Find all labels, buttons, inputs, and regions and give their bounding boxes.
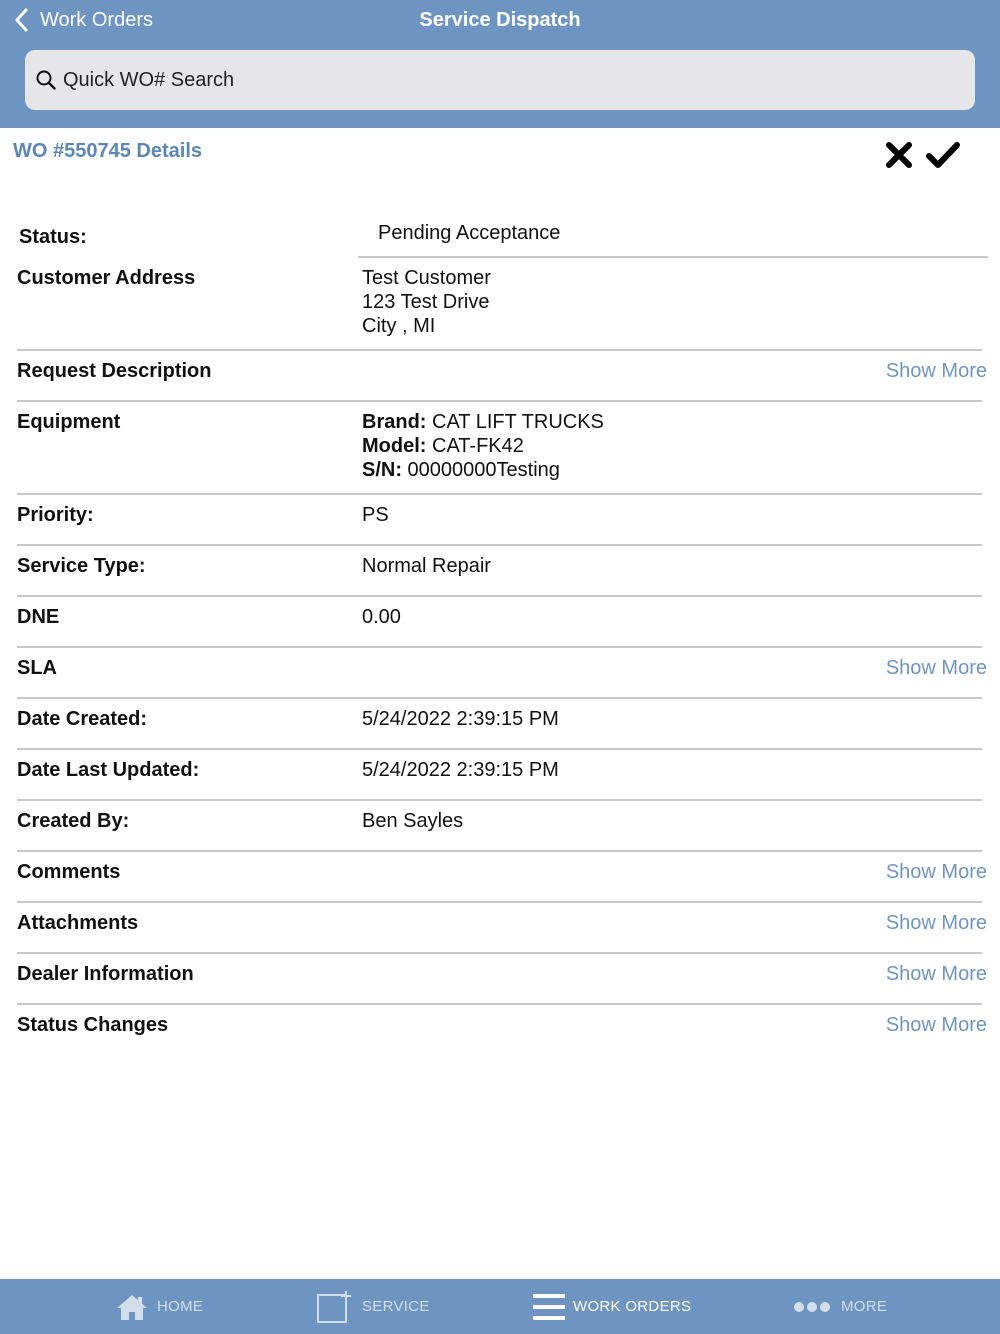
equipment-serial: S/N: 00000000Testing	[362, 459, 560, 481]
equipment-model: Model: CAT-FK42	[362, 435, 524, 457]
x-mark-icon	[885, 141, 913, 169]
dealer-information-row	[17, 954, 987, 1005]
check-mark-icon	[926, 141, 960, 169]
row-label: Priority:	[17, 504, 94, 526]
row-label: Date Last Updated:	[17, 759, 200, 781]
house-icon	[115, 1293, 149, 1321]
back-button-label: Work Orders	[40, 8, 153, 31]
three-dots-icon	[793, 1300, 833, 1314]
navigation-header	[0, 0, 1000, 128]
date-last-updated-row	[17, 750, 982, 801]
row-label: SLA	[17, 657, 57, 679]
row-label: Equipment	[17, 411, 121, 433]
created-by-value: Ben Sayles	[362, 810, 464, 832]
service-type-row	[17, 546, 982, 597]
back-button[interactable]	[14, 6, 153, 34]
row-label: Comments	[17, 861, 121, 883]
row-label: Service Type:	[17, 555, 146, 577]
page-title: Service Dispatch	[419, 9, 581, 31]
show-more-link[interactable]: Show More	[885, 1014, 987, 1036]
search-bar[interactable]	[25, 50, 975, 110]
tab-more-label: MORE	[841, 1298, 888, 1315]
row-label: Attachments	[17, 912, 139, 934]
cancel-button[interactable]	[882, 138, 916, 172]
tab-service[interactable]	[316, 1279, 430, 1334]
details-list	[17, 258, 987, 1056]
tab-home[interactable]	[115, 1279, 203, 1334]
show-more-link[interactable]: Show More	[885, 657, 987, 679]
comments-row	[17, 852, 987, 903]
dne-row	[17, 597, 982, 648]
street-address: 123 Test Drive	[362, 291, 490, 313]
new-document-icon	[316, 1290, 354, 1324]
status-changes-row	[17, 1005, 987, 1056]
row-label: DNE	[17, 606, 60, 628]
status-value: Pending Acceptance	[378, 222, 561, 244]
show-more-link[interactable]: Show More	[885, 360, 987, 382]
priority-row	[17, 495, 982, 546]
tab-work-orders-label: WORK ORDERS	[573, 1298, 692, 1315]
customer-name: Test Customer	[362, 267, 491, 289]
confirm-button[interactable]	[926, 138, 960, 172]
attachments-row	[17, 903, 987, 954]
dne-value: 0.00	[362, 606, 401, 628]
search-input[interactable]	[63, 60, 943, 100]
equipment-brand: Brand: CAT LIFT TRUCKS	[362, 411, 604, 433]
row-label: Dealer Information	[17, 963, 194, 985]
row-label: Request Description	[17, 360, 212, 382]
work-order-title: WO #550745 Details	[13, 140, 202, 162]
show-more-link[interactable]: Show More	[885, 963, 987, 985]
row-label: Status Changes	[17, 1014, 169, 1036]
row-label: Date Created:	[17, 708, 148, 730]
status-label: Status:	[19, 226, 87, 248]
sla-row	[17, 648, 987, 699]
chevron-left-icon	[14, 8, 30, 32]
show-more-link[interactable]: Show More	[885, 912, 987, 934]
show-more-link[interactable]: Show More	[885, 861, 987, 883]
equipment-row	[17, 402, 982, 495]
tab-work-orders[interactable]	[533, 1279, 691, 1334]
date-last-updated-value: 5/24/2022 2:39:15 PM	[362, 759, 559, 781]
row-label: Created By:	[17, 810, 130, 832]
tab-bar	[0, 1279, 1000, 1334]
customer-address-value	[362, 266, 962, 338]
request-description-row	[17, 351, 987, 402]
tab-more[interactable]	[793, 1279, 887, 1334]
city-state: City , MI	[362, 315, 436, 337]
created-by-row	[17, 801, 982, 852]
tab-service-label: SERVICE	[362, 1298, 430, 1315]
tab-home-label: HOME	[157, 1298, 204, 1315]
list-icon	[533, 1293, 565, 1321]
equipment-value	[362, 410, 962, 482]
row-label: Customer Address	[17, 267, 196, 289]
priority-value: PS	[362, 504, 389, 526]
magnifier-icon	[35, 69, 57, 91]
customer-address-row	[17, 258, 982, 351]
date-created-value: 5/24/2022 2:39:15 PM	[362, 708, 559, 730]
service-type-value: Normal Repair	[362, 555, 491, 577]
date-created-row	[17, 699, 982, 750]
